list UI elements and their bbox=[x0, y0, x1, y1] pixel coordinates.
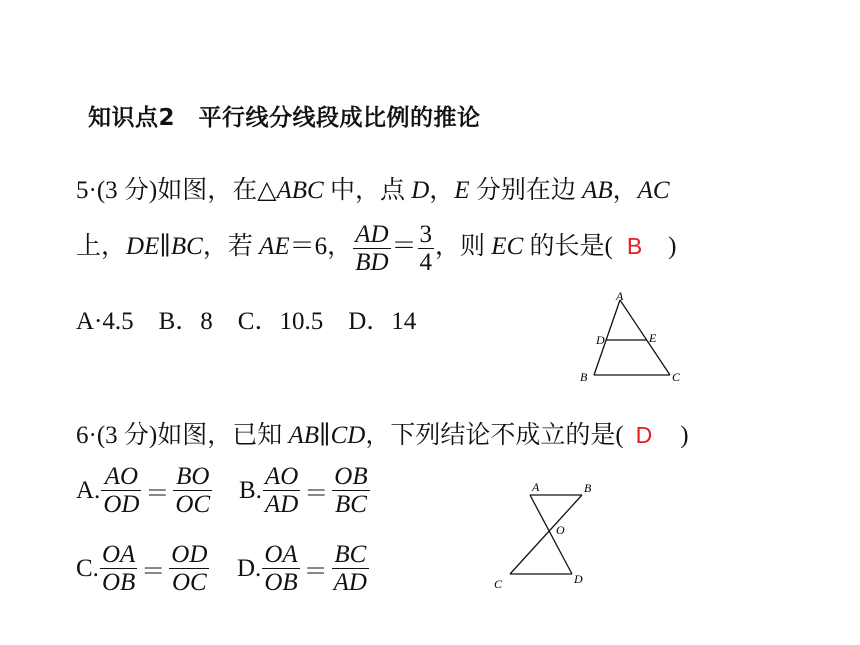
q5-text: 中，点 bbox=[323, 177, 412, 204]
numerator: AD bbox=[355, 221, 389, 248]
q6-answer: D bbox=[635, 422, 653, 448]
q6-option-b bbox=[239, 463, 371, 518]
q5-options: A·4.5 B．8 C．10.5 D．14 bbox=[76, 308, 417, 335]
denominator: OD bbox=[103, 491, 140, 518]
segment-ad bbox=[530, 495, 572, 574]
label-e: E bbox=[649, 331, 657, 345]
q5-segment-ec: EC bbox=[491, 233, 524, 261]
parallel-symbol: ∥ bbox=[159, 233, 171, 261]
fraction bbox=[169, 541, 209, 596]
q5-answer: B bbox=[626, 233, 643, 260]
q5-number: 5 bbox=[76, 177, 89, 204]
label-b: B bbox=[580, 370, 588, 384]
equals-sign: ＝ bbox=[304, 481, 329, 507]
option-letter: A. bbox=[76, 476, 101, 504]
label-a: A bbox=[616, 289, 624, 303]
q5-point-e: E bbox=[454, 177, 470, 204]
fraction bbox=[262, 541, 299, 596]
denominator: BD bbox=[355, 249, 389, 276]
q6-option-a bbox=[76, 463, 213, 518]
fraction bbox=[332, 463, 369, 518]
numerator: BC bbox=[332, 541, 369, 569]
label-c: C bbox=[494, 577, 503, 591]
equals-sign: ＝ bbox=[303, 559, 328, 585]
fraction bbox=[101, 463, 141, 518]
label-o: O bbox=[556, 523, 565, 537]
label-d: D bbox=[574, 572, 583, 586]
q6-number: 6 bbox=[76, 422, 89, 449]
numerator: 3 bbox=[419, 221, 433, 248]
q6-option-d bbox=[237, 541, 370, 596]
q5-text: 分别在边 bbox=[469, 177, 583, 204]
denominator: AD bbox=[333, 569, 367, 596]
label-c: C bbox=[672, 370, 681, 384]
q5-text: ，若 bbox=[202, 233, 260, 261]
label-b: B bbox=[584, 481, 592, 495]
segment-bc bbox=[510, 495, 582, 574]
section-heading: 知识点2 平行线分线段成比例的推论 bbox=[88, 105, 481, 131]
option-letter: D. bbox=[237, 554, 262, 582]
q5-text: 如图，在△ bbox=[157, 177, 277, 204]
q5-text: ， bbox=[429, 177, 455, 204]
q6-hourglass-figure bbox=[488, 476, 598, 596]
q5-text: 上， bbox=[76, 233, 127, 261]
fraction bbox=[173, 463, 212, 518]
q5-triangle-label: ABC bbox=[276, 177, 324, 204]
equals-sign: ＝ bbox=[391, 233, 417, 261]
denominator: BC bbox=[334, 491, 367, 518]
q5-point-d: D bbox=[411, 177, 430, 204]
numerator: AO bbox=[101, 463, 141, 491]
equals-sign: ＝ bbox=[141, 559, 166, 585]
parallel-symbol: ∥ bbox=[319, 422, 331, 449]
denominator: 4 bbox=[419, 249, 433, 276]
denominator: OC bbox=[171, 569, 207, 596]
q5-fraction-ad-bd bbox=[353, 221, 390, 276]
denominator: OC bbox=[175, 491, 211, 518]
denominator: OB bbox=[101, 569, 136, 596]
q6-dot: · bbox=[88, 422, 97, 449]
numerator: OD bbox=[171, 541, 208, 568]
q5-segment-de: DE bbox=[126, 233, 160, 261]
q5-score: (3 分) bbox=[96, 177, 158, 204]
q6-score: (3 分) bbox=[96, 422, 158, 449]
denominator: AD bbox=[264, 491, 299, 518]
q5-segment-bc: BC bbox=[170, 233, 203, 261]
q6-line-1 bbox=[76, 415, 689, 451]
label-d: D bbox=[596, 333, 605, 347]
q6-text: ，下列结论不成立的是( bbox=[365, 422, 624, 449]
q5-segment-ae: AE bbox=[259, 233, 290, 261]
q6-segment-ab: AB bbox=[288, 422, 320, 449]
numerator: BO bbox=[173, 463, 212, 491]
q5-line-2 bbox=[76, 221, 677, 276]
numerator: OA bbox=[101, 541, 136, 568]
q5-side-ab: AB bbox=[582, 177, 613, 204]
q5-text: ，则 bbox=[435, 233, 492, 261]
side-ac bbox=[620, 300, 670, 375]
label-a: A bbox=[532, 480, 540, 494]
numerator: OB bbox=[334, 463, 368, 490]
q5-dot: · bbox=[88, 177, 97, 204]
equals-sign: ＝ bbox=[145, 481, 170, 507]
option-letter: C. bbox=[76, 554, 99, 582]
q5-text: 的长是( bbox=[523, 233, 613, 261]
fraction bbox=[332, 541, 369, 596]
numerator: OA bbox=[264, 541, 298, 568]
q5-close-paren: ) bbox=[668, 233, 677, 261]
option-letter: B. bbox=[239, 476, 262, 504]
q6-close-paren: ) bbox=[680, 422, 689, 449]
denominator: OB bbox=[264, 569, 298, 596]
q6-segment-cd: CD bbox=[330, 422, 366, 449]
q5-triangle-figure bbox=[576, 288, 686, 388]
q5-side-ac: AC bbox=[637, 177, 670, 204]
fraction bbox=[100, 541, 137, 596]
q5-fraction-3-4 bbox=[418, 221, 435, 276]
q5-line-1 bbox=[76, 170, 670, 206]
q5-text: ＝6， bbox=[289, 233, 353, 261]
q6-option-c bbox=[76, 541, 210, 596]
q5-text: ， bbox=[612, 177, 638, 204]
numerator: AO bbox=[264, 463, 299, 490]
q6-text: 如图，已知 bbox=[157, 422, 289, 449]
fraction bbox=[263, 463, 300, 518]
